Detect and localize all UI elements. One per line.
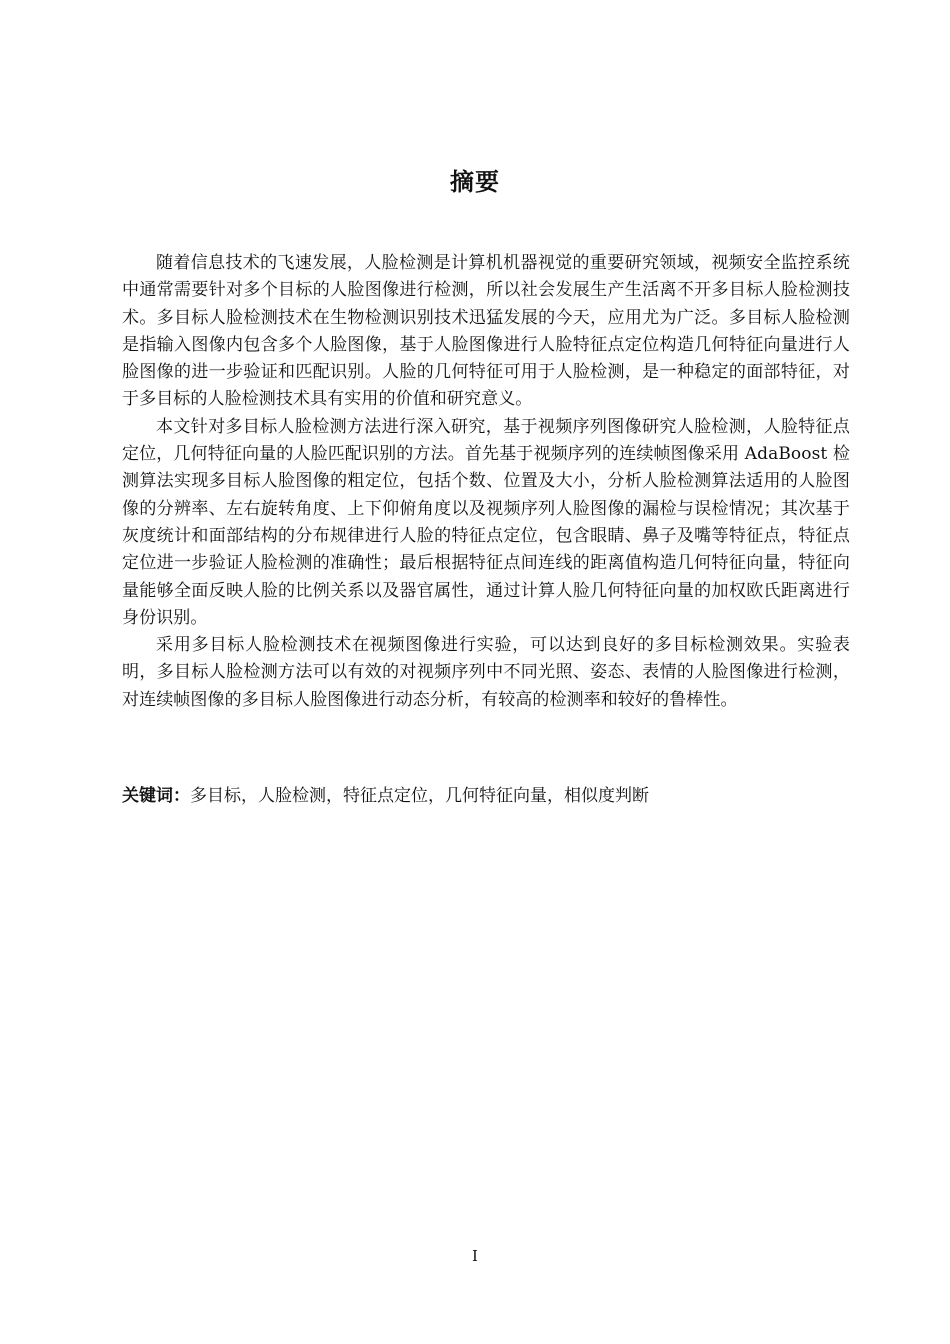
keywords-text: 多目标，人脸检测，特征点定位，几何特征向量，相似度判断	[190, 786, 649, 806]
keywords-line	[122, 783, 850, 810]
abstract-body	[122, 250, 850, 714]
abstract-paragraph-2: 本文针对多目标人脸检测方法进行深入研究，基于视频序列图像研究人脸检测，人脸特征点定位，几何特征向量的人脸匹配识别的方法。首先基于视频序列的连续帧图像采用 AdaBoost 检测算法实现多目标人脸图像的粗定位，包括个数、位置及大小，分析人脸检测算法适用的人脸图像的分辨率、左右旋转角度、上下仰俯角度以及视频序列人脸图像的漏检与误检情况；其次基于灰度统计和面部结构的分布规律进行人脸的特征点定位，包含眼睛、鼻子及嘴等特征点，特征点定位进一步验证人脸检测的准确性；最后根据特征点间连线的距离值构造几何特征向量，特征向量能够全面反映人脸的比例关系以及器官属性，通过计算人脸几何特征向量的加权欧氏距离进行身份识别。	[122, 416, 850, 628]
keywords-label: 关键词：	[122, 786, 190, 806]
page-number: I	[472, 1247, 478, 1265]
abstract-paragraph-1: 随着信息技术的飞速发展，人脸检测是计算机机器视觉的重要研究领域，视频安全监控系统中通常需要针对多个目标的人脸图像进行检测，所以社会发展生产生活离不开多目标人脸检测技术。多目标人脸检测技术在生物检测识别技术迅猛发展的今天，应用尤为广泛。多目标人脸检测是指输入图像内包含多个人脸图像，基于人脸图像进行人脸特征点定位构造几何特征向量进行人脸图像的进一步验证和匹配识别。人脸的几何特征可用于人脸检测，是一种稳定的面部特征，对于多目标的人脸检测技术具有实用的价值和研究意义。	[122, 253, 850, 410]
abstract-paragraph-3: 采用多目标人脸检测技术在视频图像进行实验，可以达到良好的多目标检测效果。实验表明，多目标人脸检测方法可以有效的对视频序列中不同光照、姿态、表情的人脸图像进行检测，对连续帧图像的多目标人脸图像进行动态分析，有较高的检测率和较好的鲁棒性。	[122, 635, 850, 710]
page-title: 摘要	[450, 168, 500, 196]
